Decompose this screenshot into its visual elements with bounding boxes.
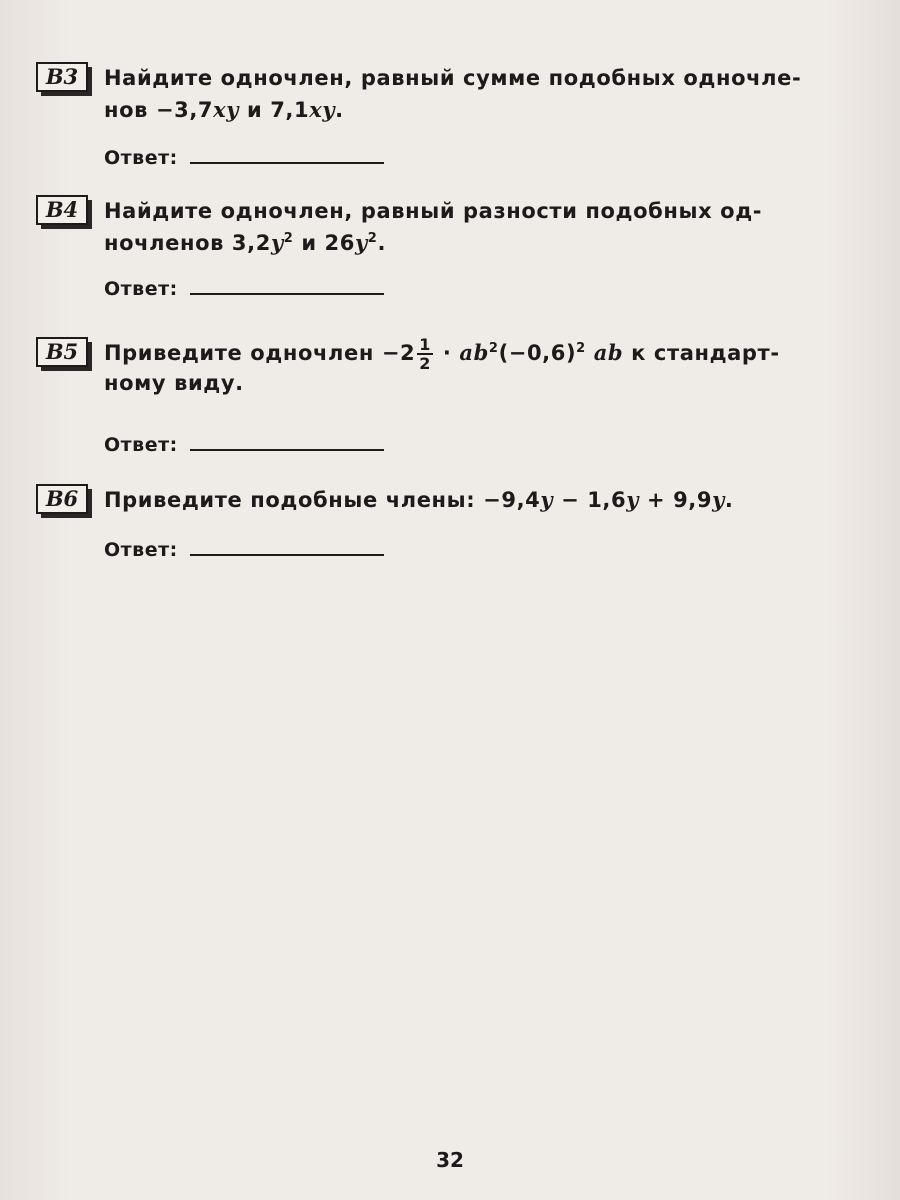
- task-line: [104, 94, 856, 126]
- coefficient: 26: [324, 231, 355, 255]
- coefficient: −9,4: [483, 488, 541, 512]
- multiply-dot: ·: [435, 341, 460, 365]
- exponent: 2: [283, 231, 294, 246]
- fraction-numerator: 1: [419, 335, 431, 354]
- variable: xy: [309, 97, 336, 122]
- answer-label: Ответ:: [104, 147, 178, 169]
- answer-blank[interactable]: [190, 431, 384, 451]
- task-text: [104, 484, 856, 516]
- task-line: ному виду.: [104, 371, 244, 395]
- coefficient: 7,1: [270, 98, 310, 122]
- variable: xy: [213, 97, 240, 122]
- task-b4: [36, 195, 856, 300]
- punctuation: .: [335, 98, 344, 122]
- operator: +: [639, 488, 674, 512]
- variable: y: [712, 487, 725, 512]
- coefficient: 3,2: [231, 231, 271, 255]
- task-b6: [36, 484, 856, 561]
- answer-label: Ответ:: [104, 278, 178, 300]
- task-label: B3: [36, 62, 88, 92]
- coefficient: 1,6: [587, 488, 627, 512]
- task-b3: [36, 62, 856, 169]
- task-b5: [36, 335, 856, 456]
- task-label: B5: [36, 337, 88, 367]
- text-fragment: к стандарт-: [623, 341, 780, 365]
- task-line: [104, 484, 856, 516]
- coefficient: −3,7: [155, 98, 214, 122]
- variable: ab: [459, 340, 489, 365]
- variable: y: [540, 487, 554, 512]
- page-number: 32: [436, 1148, 464, 1172]
- task-label: B6: [36, 484, 88, 514]
- answer-blank[interactable]: [190, 536, 384, 556]
- task-line: [104, 227, 856, 259]
- answer-row: [104, 144, 384, 169]
- text-fragment: и: [239, 98, 271, 122]
- variable: ab: [585, 340, 624, 365]
- whole-part: −2: [381, 341, 416, 365]
- exponent: 2: [576, 341, 586, 356]
- answer-row: [104, 275, 384, 300]
- operator: −: [553, 488, 588, 512]
- fraction: [417, 336, 433, 372]
- task-label: B4: [36, 195, 88, 225]
- text-fragment: и: [293, 231, 325, 255]
- variable: y: [270, 230, 284, 255]
- text-fragment: нов: [104, 98, 156, 122]
- punctuation: .: [377, 231, 387, 255]
- parenthesized-factor: (−0,6): [498, 341, 577, 365]
- answer-row: [104, 536, 384, 561]
- exponent: 2: [488, 341, 499, 356]
- text-fragment: Приведите подобные члены:: [104, 488, 484, 512]
- answer-label: Ответ:: [104, 539, 178, 561]
- fraction-denominator: 2: [419, 354, 431, 373]
- variable: y: [626, 487, 640, 512]
- task-text: [104, 195, 856, 259]
- punctuation: .: [724, 488, 734, 512]
- task-text: [104, 62, 856, 126]
- variable: y: [354, 230, 368, 255]
- exponent: 2: [367, 231, 378, 246]
- task-line: Найдите одночлен, равный сумме подобных одночле-: [104, 66, 802, 90]
- answer-row: [104, 431, 384, 456]
- answer-blank[interactable]: [190, 275, 384, 295]
- text-fragment: ночленов: [104, 231, 232, 255]
- task-text: [104, 333, 856, 399]
- text-fragment: Приведите одночлен: [104, 341, 382, 365]
- coefficient: 9,9: [673, 488, 713, 512]
- task-line: Найдите одночлен, равный разности подобных од-: [104, 199, 763, 223]
- answer-label: Ответ:: [104, 434, 178, 456]
- answer-blank[interactable]: [190, 144, 384, 164]
